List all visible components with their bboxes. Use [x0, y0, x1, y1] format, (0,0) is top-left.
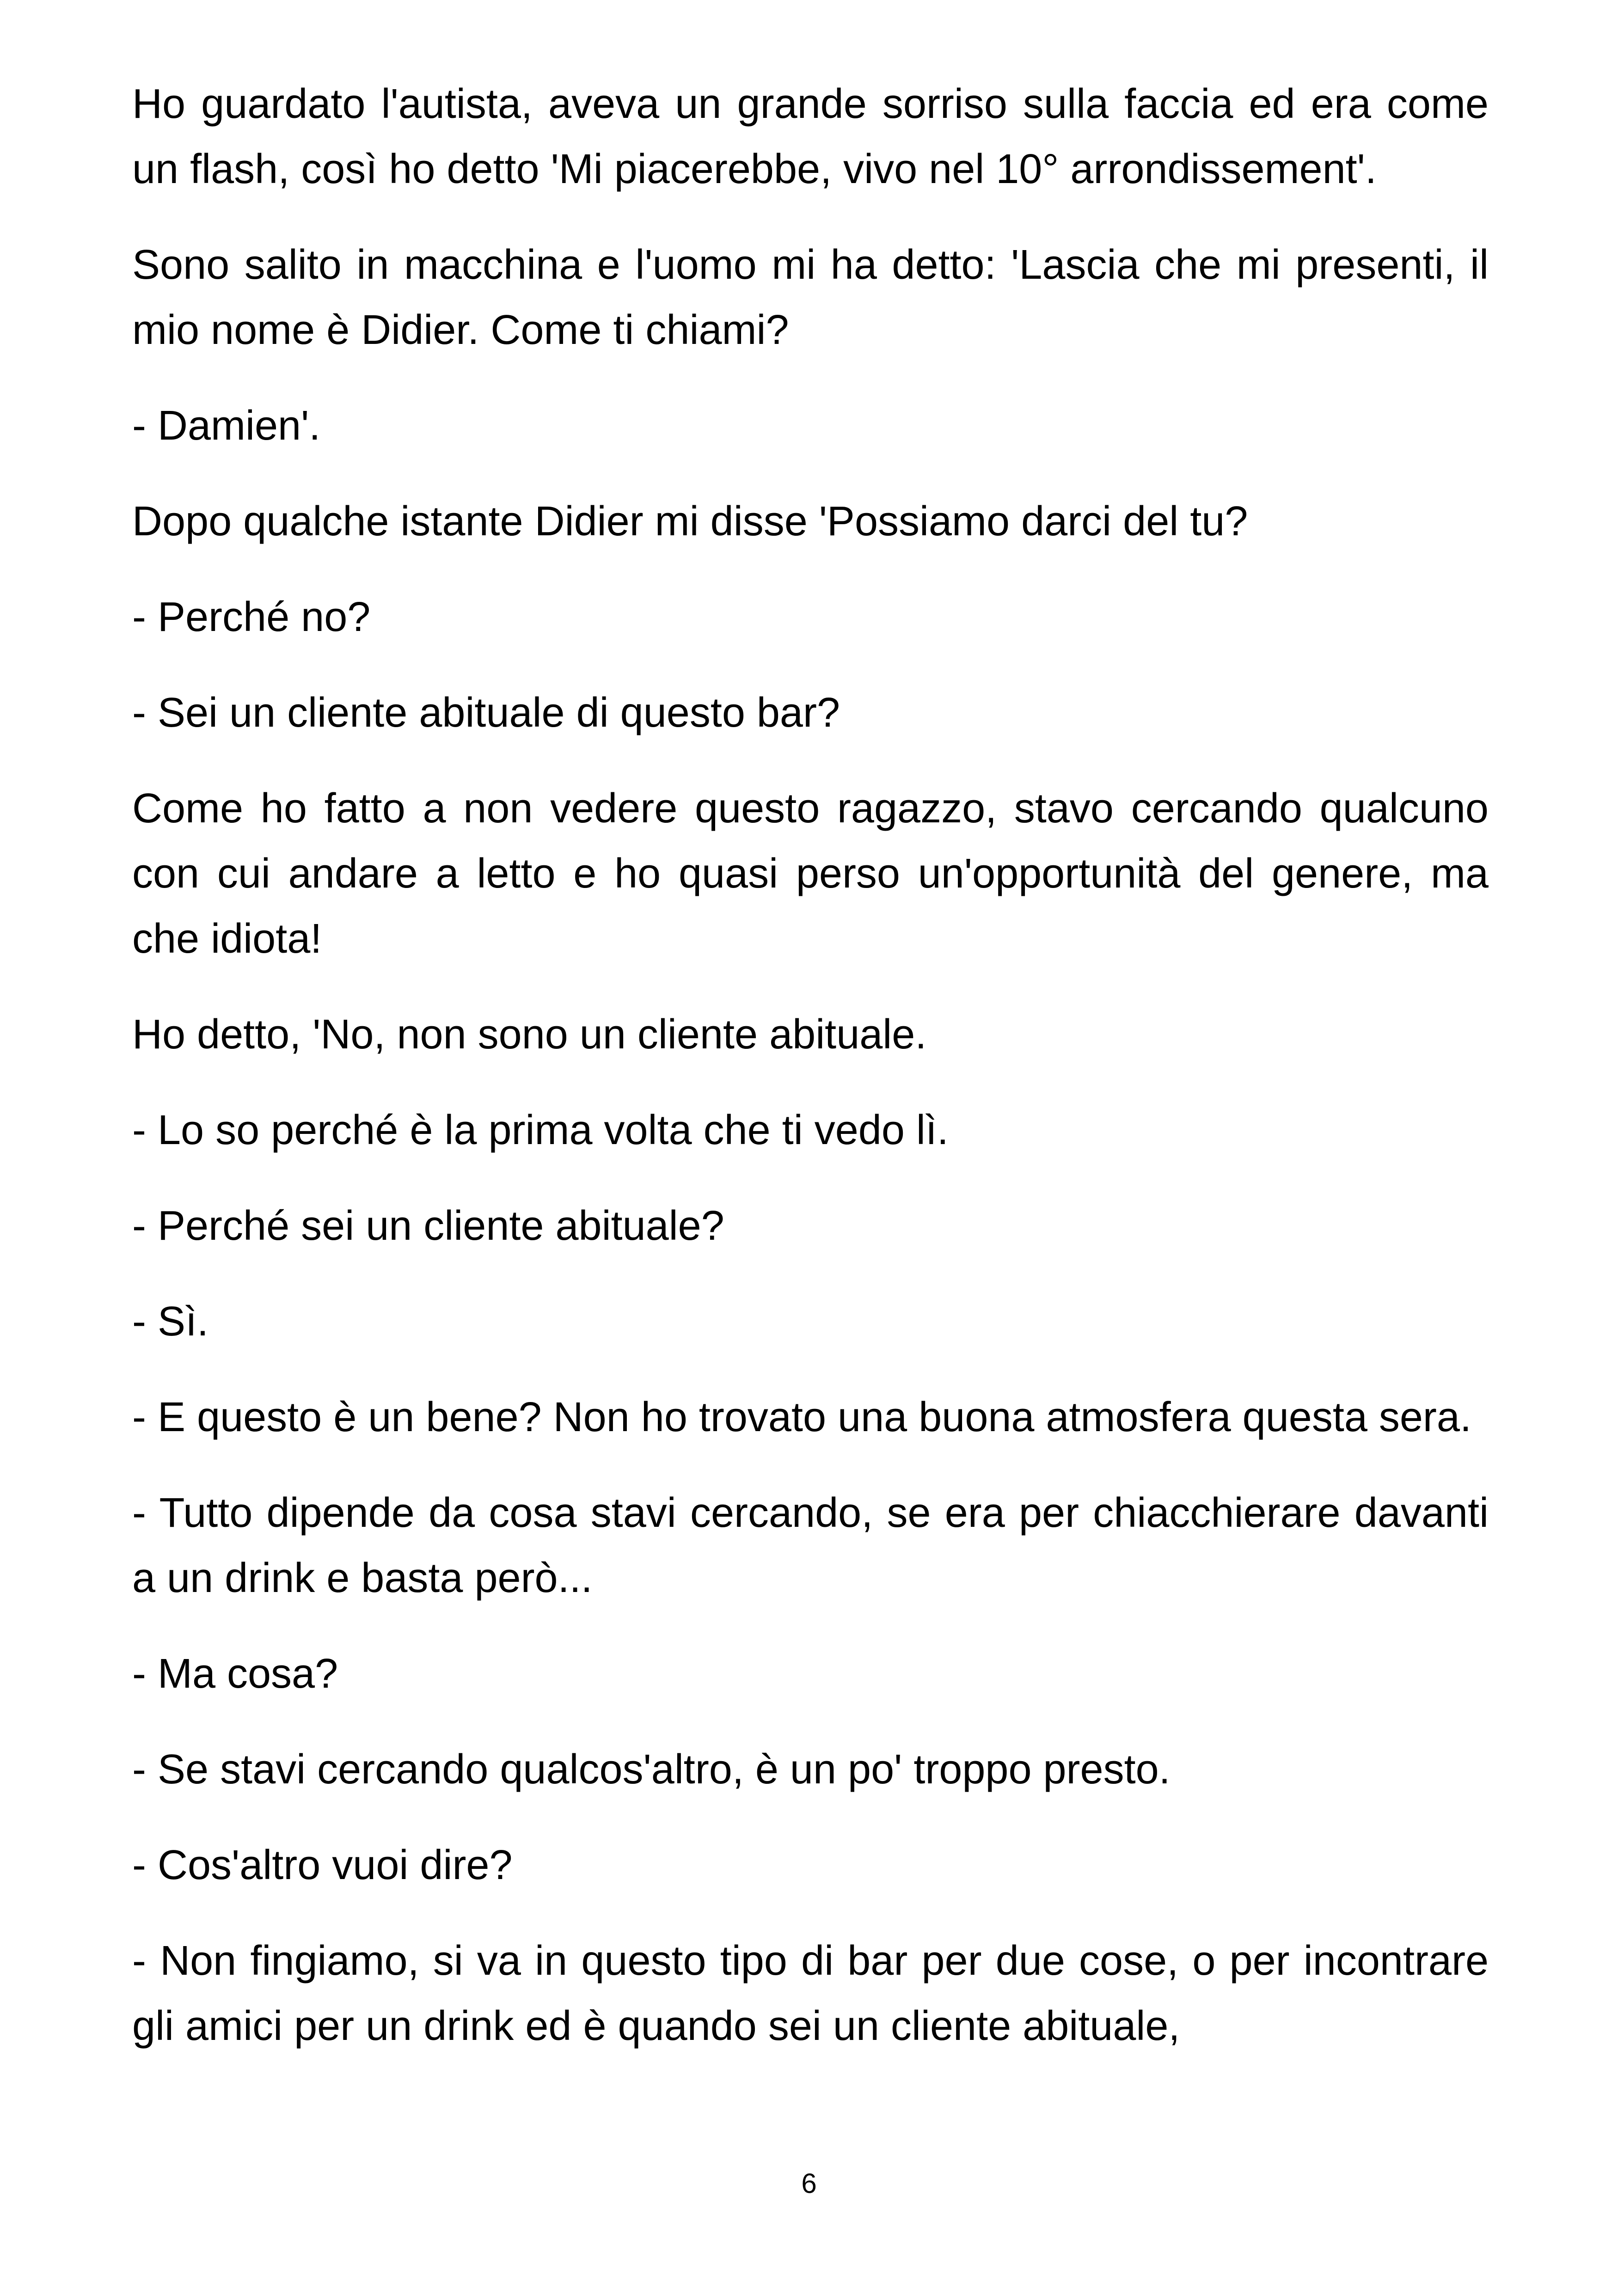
paragraph: Sono salito in macchina e l'uomo mi ha detto: 'Lascia che mi presenti, il mio nome è Didier. Come ti chiami?	[132, 242, 1489, 353]
paragraph: - Sì.	[132, 1298, 209, 1345]
paragraph: Dopo qualche istante Didier mi disse 'Possiamo darci del tu?	[132, 498, 1248, 545]
paragraph: - Damien'.	[132, 403, 321, 449]
paragraph: Ho detto, 'No, non sono un cliente abituale.	[132, 1011, 927, 1058]
paragraph: - Ma cosa?	[132, 1651, 338, 1697]
paragraph: - Non fingiamo, si va in questo tipo di bar per due cose, o per incontrare gli amici per un drink ed è quando sei un cliente abituale,	[132, 1938, 1489, 2049]
paragraph: - Perché sei un cliente abituale?	[132, 1203, 724, 1249]
paragraph: - Lo so perché è la prima volta che ti vedo lì.	[132, 1107, 949, 1153]
paragraph: - Tutto dipende da cosa stavi cercando, se era per chiacchierare davanti a un drink e basta però...	[132, 1490, 1489, 1601]
paragraph: - Cos'altro vuoi dire?	[132, 1842, 513, 1888]
paragraph: - Perché no?	[132, 594, 371, 640]
body-text	[132, 72, 1489, 2059]
paragraph: - Sei un cliente abituale di questo bar?	[132, 690, 840, 736]
paragraph: - E questo è un bene? Non ho trovato una buona atmosfera questa sera.	[132, 1394, 1471, 1440]
paragraph: Ho guardato l'autista, aveva un grande sorriso sulla faccia ed era come un flash, così ho detto 'Mi piacerebbe, vivo nel 10° arrondissement'.	[132, 81, 1489, 192]
paragraph: Come ho fatto a non vedere questo ragazzo, stavo cercando qualcuno con cui andare a letto e ho quasi perso un'opportunità del genere, ma che idiota!	[132, 785, 1489, 962]
paragraph: - Se stavi cercando qualcos'altro, è un po' troppo presto.	[132, 1746, 1171, 1793]
page-number: 6	[801, 2168, 817, 2199]
